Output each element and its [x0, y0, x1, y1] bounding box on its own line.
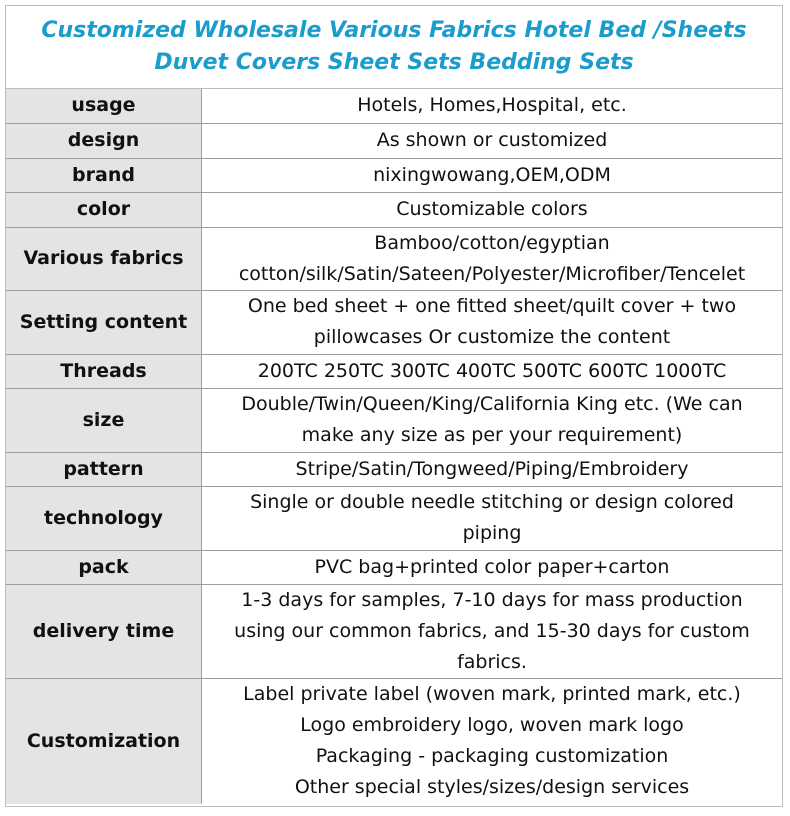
row-value-line: PVC bag+printed color paper+carton — [314, 555, 670, 578]
row-value — [202, 123, 783, 158]
table-row — [6, 89, 782, 123]
row-value-line: pillowcases Or customize the content — [313, 326, 671, 348]
row-label: Threads — [6, 354, 202, 388]
row-value — [202, 290, 783, 354]
row-value-line: Label private label (woven mark, printed mark, etc.) — [243, 683, 741, 706]
row-value — [202, 192, 783, 227]
row-value-line: 200TC 250TC 300TC 400TC 500TC 600TC 1000TC — [257, 359, 727, 382]
page-title — [6, 6, 782, 89]
row-label: delivery time — [6, 584, 202, 678]
row-label: Customization — [6, 678, 202, 804]
title-line-2: Duvet Covers Sheet Sets Bedding Sets — [154, 50, 634, 75]
row-value — [202, 227, 783, 290]
table-row — [6, 158, 782, 192]
row-value — [202, 388, 783, 452]
table-row — [6, 452, 782, 486]
row-label: technology — [6, 486, 202, 550]
table-row — [6, 192, 782, 227]
row-value-line: One bed sheet + one fitted sheet/quilt cover + two — [247, 295, 737, 317]
row-value-line: cotton/silk/Satin/Sateen/Polyester/Microfiber/Tencelet — [238, 262, 746, 285]
row-label: usage — [6, 89, 202, 123]
table-row — [6, 584, 782, 678]
row-value-line: nixingwowang,OEM,ODM — [373, 163, 611, 186]
row-label: pack — [6, 550, 202, 584]
row-value-line: Double/Twin/Queen/King/California King etc. (We can — [241, 393, 743, 415]
row-value — [202, 452, 783, 486]
row-value — [202, 158, 783, 192]
row-value-line: Other special styles/sizes/design services — [294, 776, 690, 799]
table-row — [6, 388, 782, 452]
row-value-line: Logo embroidery logo, woven mark logo — [300, 714, 684, 737]
row-value-line: 1-3 days for samples, 7-10 days for mass production — [241, 588, 743, 611]
row-label: color — [6, 192, 202, 227]
row-value — [202, 678, 783, 804]
row-label: brand — [6, 158, 202, 192]
table-row — [6, 354, 782, 388]
row-value-line: piping — [462, 522, 522, 544]
table-row — [6, 290, 782, 354]
title-line-1: Customized Wholesale Various Fabrics Hotel Bed /Sheets — [41, 18, 747, 43]
row-value-line: fabrics. — [457, 650, 527, 673]
row-value-line: Customizable colors — [396, 198, 588, 220]
row-value — [202, 354, 783, 388]
spec-table — [6, 89, 782, 804]
row-value — [202, 486, 783, 550]
table-row — [6, 227, 782, 290]
row-label: design — [6, 123, 202, 158]
row-value-line: using our common fabrics, and 15-30 days for custom — [234, 619, 750, 642]
row-label: Various fabrics — [6, 227, 202, 290]
spec-table-frame — [5, 5, 783, 807]
row-label: pattern — [6, 452, 202, 486]
row-value — [202, 584, 783, 678]
table-row — [6, 486, 782, 550]
row-value-line: Bamboo/cotton/egyptian — [374, 231, 610, 254]
row-value-line: Stripe/Satin/Tongweed/Piping/Embroidery — [295, 457, 689, 480]
row-label: size — [6, 388, 202, 452]
row-value — [202, 89, 783, 123]
row-value-line: Packaging - packaging customization — [315, 745, 669, 768]
table-row — [6, 678, 782, 804]
row-value — [202, 550, 783, 584]
row-value-line: Hotels, Homes,Hospital, etc. — [357, 94, 627, 117]
table-row — [6, 550, 782, 584]
row-value-line: As shown or customized — [376, 129, 608, 151]
table-row — [6, 123, 782, 158]
row-value-line: make any size as per your requirement) — [301, 424, 683, 446]
row-label: Setting content — [6, 290, 202, 354]
row-value-line: Single or double needle stitching or design colored — [250, 491, 734, 513]
